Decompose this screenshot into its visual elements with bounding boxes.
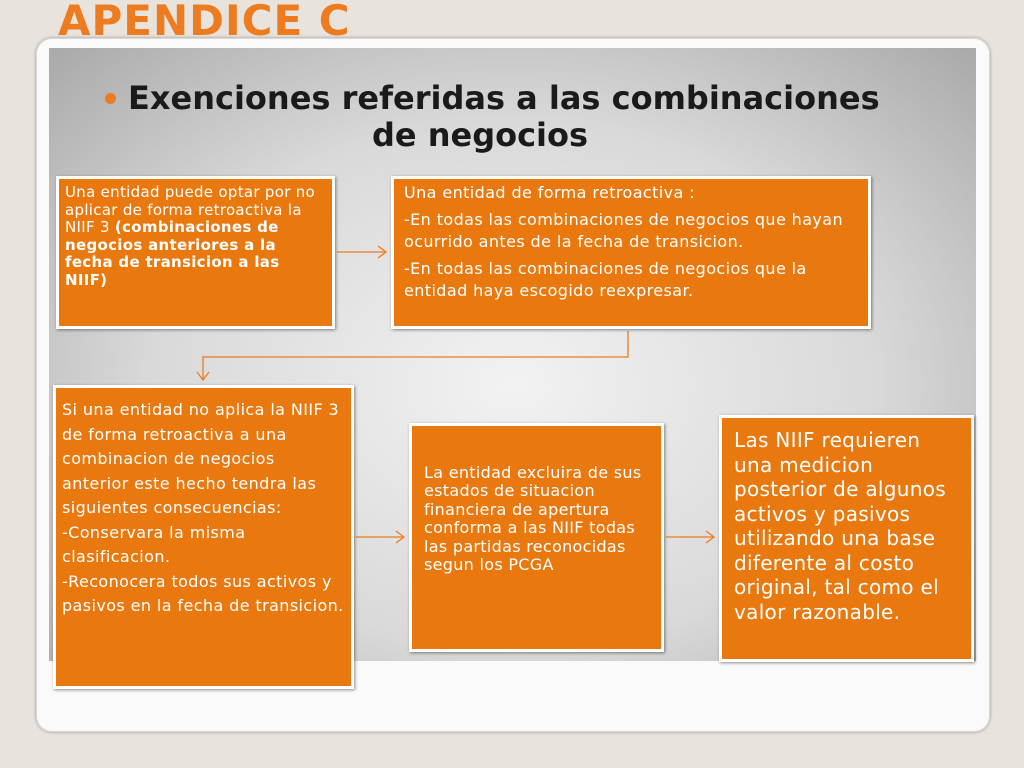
box1-bold-text: (combinaciones de negocios anteriores a la fecha de transicion a las NIIF) <box>65 218 280 289</box>
box-consequences <box>53 385 354 689</box>
box-exclusion <box>409 423 664 652</box>
box-subsequent-measurement <box>719 415 974 662</box>
box-retroactive-application <box>391 176 871 329</box>
box3-line-2: -Conservara la misma clasificacion. <box>62 522 246 566</box>
slide-title: APENDICE C <box>58 0 351 45</box>
slide-subtitle <box>128 80 940 154</box>
subtitle-line-1: Exenciones referidas a las combinaciones <box>128 79 880 117</box>
box2-line-1: Una entidad de forma retroactiva : <box>404 183 695 202</box>
bullet-icon <box>105 93 116 104</box>
box5-text: Las NIIF requieren una medicion posterior de algunos activos y pasivos utilizando una base diferente al costo original, tal como el valor razonable. <box>734 428 946 624</box>
box1-text <box>65 184 326 289</box>
box3-line-3: -Reconocera todos sus activos y pasivos en la fecha de transicion. <box>62 571 344 615</box>
subtitle-line-2: de negocios <box>371 116 589 154</box>
box2-line-3: -En todas las combinaciones de negocios que la entidad haya escogido reexpresar. <box>404 259 807 300</box>
box2-line-2: -En todas las combinaciones de negocios que hayan ocurrido antes de la fecha de transicion. <box>404 210 844 251</box>
box-no-retroactive-option <box>56 176 335 329</box>
box1-normal-text: Una entidad puede optar por no aplicar de forma retroactiva la NIIF 3 <box>65 183 316 236</box>
box3-line-1: Si una entidad no aplica la NIIF 3 de forma retroactiva a una combinacion de negocios anterior este hecho tendra las siguientes consecuencias: <box>62 400 340 517</box>
box4-text: La entidad excluira de sus estados de situacion financiera de apertura conforma a las NIIF todas las partidas reconocidas segun los PCGA <box>424 463 642 575</box>
